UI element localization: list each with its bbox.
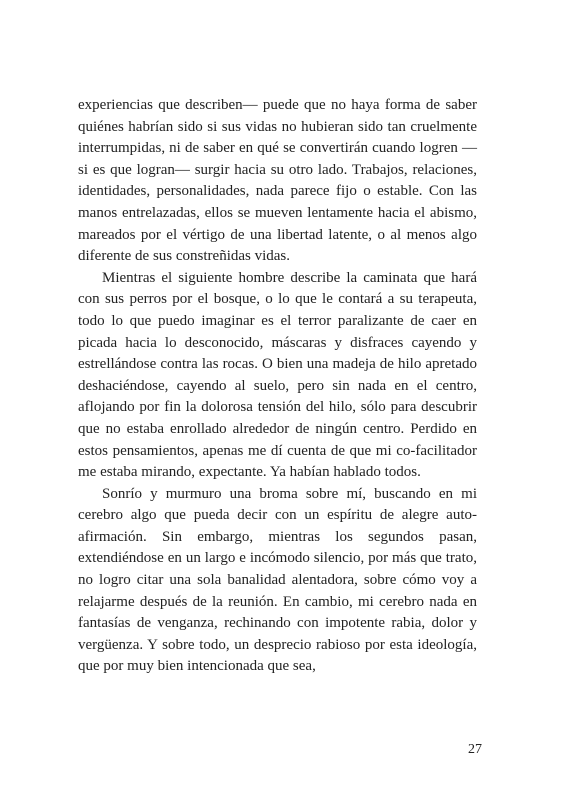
paragraph-3: Sonrío y murmuro una broma sobre mí, buscando en mi cerebro algo que pueda decir con un espíritu de alegre auto-afirmación. Sin embargo, mientras los segundos pasan, extendiéndose en un largo e incómodo silencio, por más que trato, no logro citar una sola banalidad alentadora, sobre cómo voy a relajarme después de la reunión. En cambio, mi cerebro nada en fantasías de venganza, rechinando con impotente rabia, dolor y vergüenza. Y sobre todo, un desprecio rabioso por esta ideología, que por muy bien intencionada que sea, (78, 485, 477, 675)
body-text (78, 95, 477, 678)
page-number: 27 (468, 742, 482, 757)
paragraph-1: experiencias que describen— puede que no haya forma de saber quiénes habrían sido si sus vidas no hubieran sido tan cruelmente interrumpidas, ni de saber en qué se convertirán cuando logren —si es que logran— surgir hacia su otro lado. Trabajos, relaciones, identidades, personalidades, nada parece fijo o estable. Con las manos entrelazadas, ellos se mueven lentamente hacia el abismo, mareados por el vértigo de una libertad latente, o al menos algo diferente de sus constreñidas vidas. (78, 97, 477, 265)
paragraph-2: Mientras el siguiente hombre describe la caminata que hará con sus perros por el bosque, o lo que le contará a su terapeuta, todo lo que puedo imaginar es el terror paralizante de caer en picada hacia lo desconocido, máscaras y disfraces cayendo y estrellándose contra las rocas. O bien una madeja de hilo apretado deshaciéndose, cayendo al suelo, pero sin nada en el centro, aflojando por fin la dolorosa tensión del hilo, sólo para descubrir que no estaba enrollado alrededor de ningún centro. Perdido en estos pensamientos, apenas me dí cuenta de que mi co-facilitador me estaba mirando, expectante. Ya habían hablado todos. (78, 269, 477, 481)
